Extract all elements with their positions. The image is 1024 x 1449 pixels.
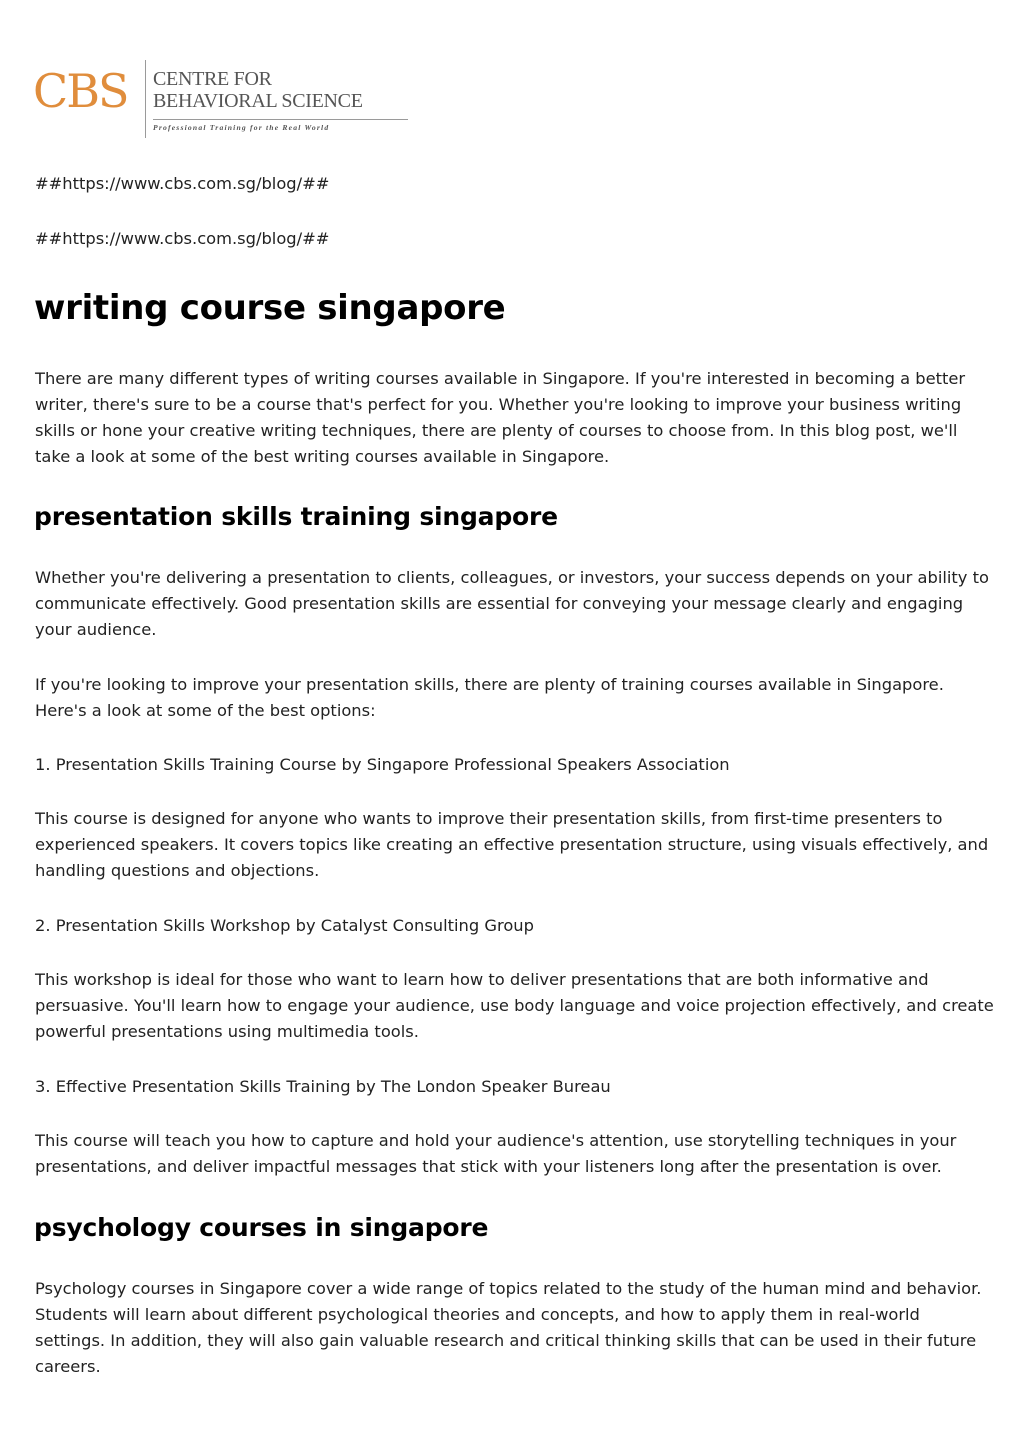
blog-link-2: ##https://www.cbs.com.sg/blog/## <box>35 229 330 248</box>
logo-line-2: BEHAVIORAL SCIENCE <box>153 90 363 112</box>
logo-line-1: CENTRE FOR <box>153 68 272 90</box>
intro-paragraph: There are many different types of writing courses available in Singapore. If you're interested in becoming a better writer, there's sure to be a course that's perfect for you. Whether you're looking to improve your business writing skills or hone your creative writing techniques, there are plenty of courses to choose from. In this blog post, we'll take a look at some of the best writing courses available in Singapore. <box>35 369 966 466</box>
cbs-logo <box>33 60 383 140</box>
page-title: writing course singapore <box>34 288 506 328</box>
blog-link-1: ##https://www.cbs.com.sg/blog/## <box>35 174 330 193</box>
section1-paragraph-2: If you're looking to improve your presentation skills, there are plenty of training courses available in Singapore. Here's a look at some of the best options: <box>35 675 944 720</box>
course-item-1-title: 1. Presentation Skills Training Course by Singapore Professional Speakers Association <box>35 755 730 774</box>
section-heading-psychology: psychology courses in singapore <box>34 1213 489 1242</box>
logo-mark: CBS <box>33 64 128 118</box>
logo-text <box>153 68 408 132</box>
section1-paragraph-1: Whether you're delivering a presentation to clients, colleagues, or investors, your success depends on your ability to communicate effectively. Good presentation skills are essential for conveying your message clearly and engaging your audience. <box>35 568 989 639</box>
logo-divider <box>145 60 146 138</box>
course-item-2-description: This workshop is ideal for those who want to learn how to deliver presentations that are both informative and persuasive. You'll learn how to engage your audience, use body language and voice projection effectively, and create powerful presentations using multimedia tools. <box>35 970 994 1041</box>
section-heading-presentation: presentation skills training singapore <box>34 502 558 531</box>
course-item-1-description: This course is designed for anyone who wants to improve their presentation skills, from first-time presenters to experienced speakers. It covers topics like creating an effective presentation structure, using visuals effectively, and handling questions and objections. <box>35 809 989 880</box>
course-item-3-description: This course will teach you how to capture and hold your audience's attention, use storytelling techniques in your presentations, and deliver impactful messages that stick with your listeners long after the presentation is over. <box>35 1131 957 1176</box>
course-item-2-title: 2. Presentation Skills Workshop by Catalyst Consulting Group <box>35 916 534 935</box>
logo-tagline: Professional Training for the Real World <box>153 119 408 132</box>
course-item-3-title: 3. Effective Presentation Skills Training by The London Speaker Bureau <box>35 1077 611 1096</box>
section2-paragraph-1: Psychology courses in Singapore cover a wide range of topics related to the study of the human mind and behavior. Students will learn about different psychological theories and concepts, and how to apply them in real-world settings. In addition, they will also gain valuable research and critical thinking skills that can be used in their future careers. <box>35 1279 982 1376</box>
